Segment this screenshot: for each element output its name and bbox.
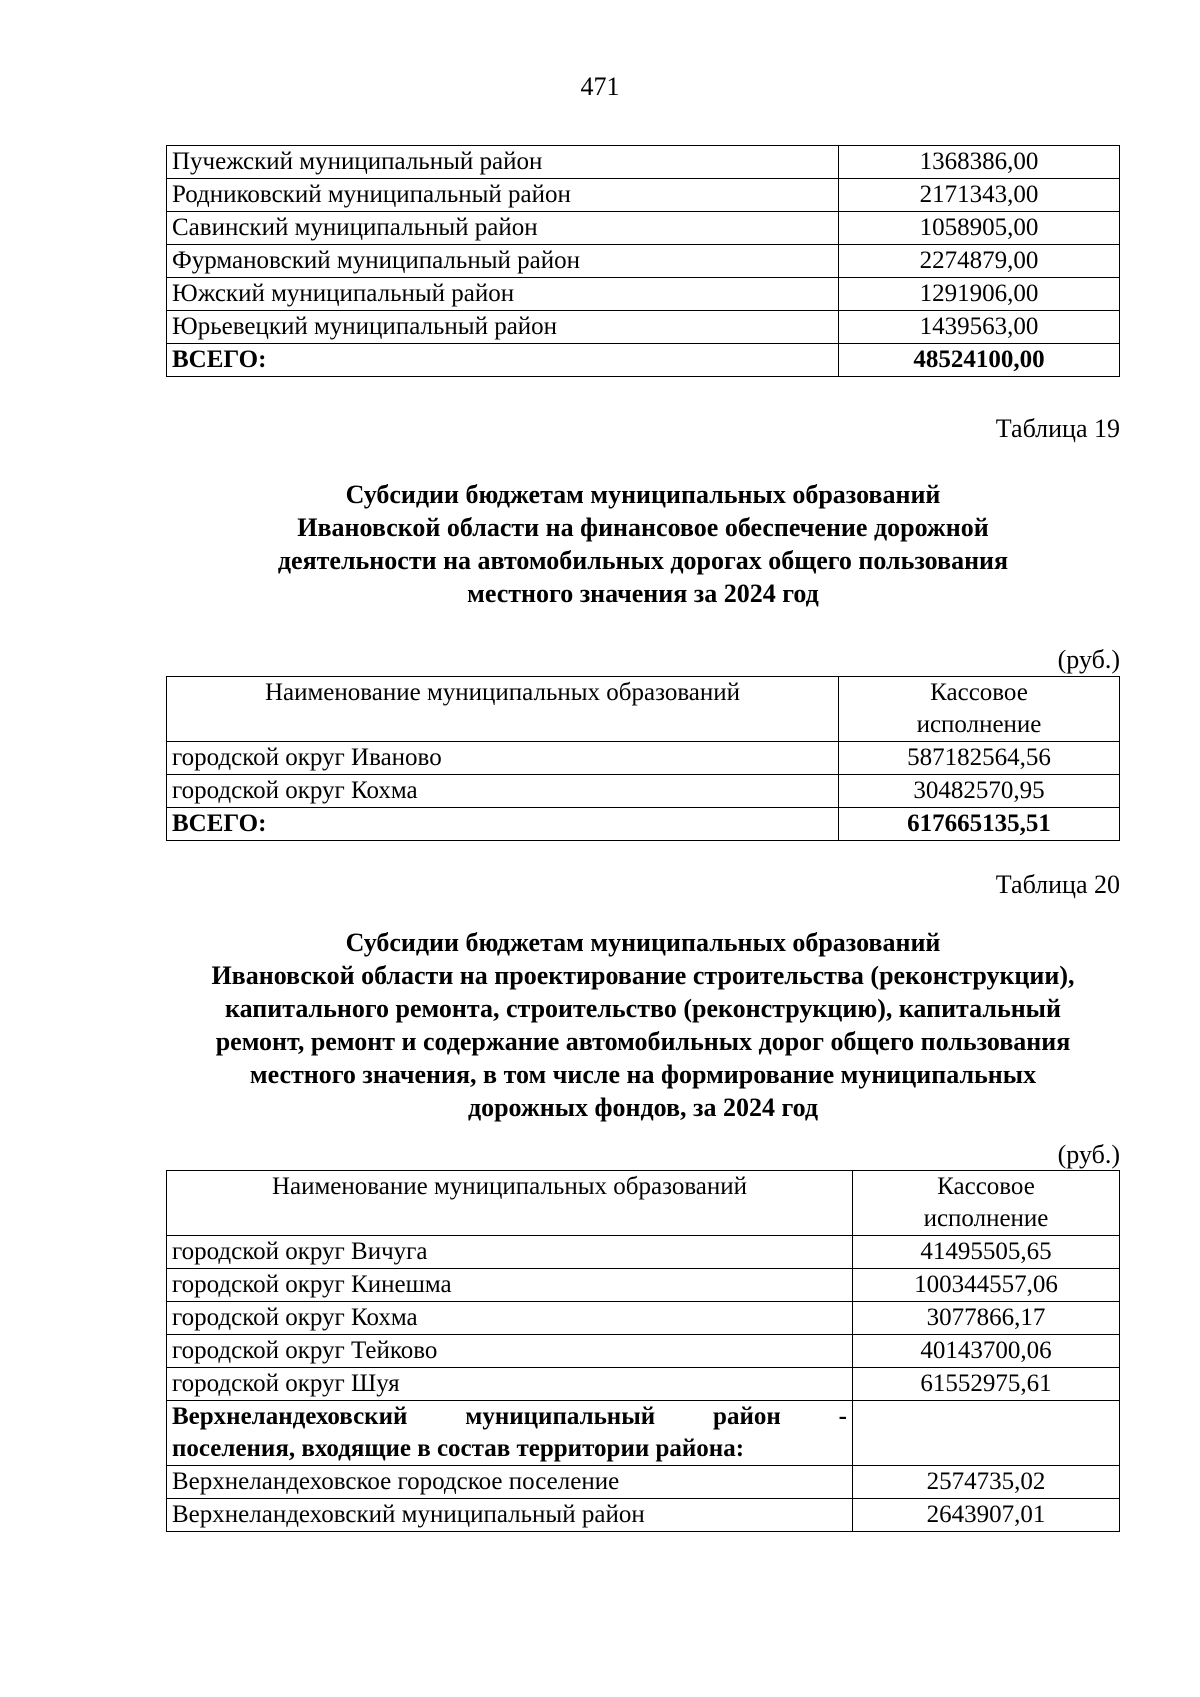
title-line: ремонт, ремонт и содержание автомобильных дорог общего пользования (215, 1027, 1071, 1056)
total-row (167, 808, 1120, 841)
table-row (167, 1269, 1120, 1302)
table-row (167, 212, 1120, 245)
row-value: 587182564,56 (839, 742, 1120, 775)
table-row (167, 1499, 1120, 1532)
title-line: дорожных фондов, за 2024 год (467, 1093, 819, 1122)
total-value: 617665135,51 (839, 808, 1120, 841)
row-value: 2574735,02 (853, 1466, 1120, 1499)
header-value-line1: Кассовое (937, 1173, 1035, 1200)
group-heading (167, 1401, 853, 1466)
row-value: 3077866,17 (853, 1302, 1120, 1335)
table-20-unit: (руб.) (1057, 1140, 1120, 1169)
row-name: городской округ Шуя (167, 1368, 853, 1401)
row-name: Фурмановский муниципальный район (167, 245, 839, 278)
table-row (167, 1335, 1120, 1368)
title-line: деятельности на автомобильных дорогах общего пользования (277, 546, 1009, 575)
table-row (167, 146, 1120, 179)
table-row (167, 742, 1120, 775)
title-line: Ивановской области на проектирование строительства (реконструкции), (211, 961, 1075, 990)
table-20 (166, 1170, 1120, 1532)
table-18-continuation (166, 145, 1120, 377)
row-name: Верхнеландеховский муниципальный район (167, 1499, 853, 1532)
title-line: Субсидии бюджетам муниципальных образований (345, 480, 941, 509)
row-name: городской округ Кинешма (167, 1269, 853, 1302)
page-number: 471 (580, 72, 620, 101)
header-value (853, 1171, 1120, 1236)
row-name: городской округ Иваново (167, 742, 839, 775)
table-20-title (166, 926, 1120, 1124)
table-row (167, 179, 1120, 212)
total-label: ВСЕГО: (167, 808, 839, 841)
group-heading-line1: Верхнеландеховский муниципальный район - (172, 1403, 847, 1430)
title-line: Субсидии бюджетам муниципальных образований (345, 928, 941, 957)
table-row (167, 1368, 1120, 1401)
table-row (167, 1466, 1120, 1499)
row-name: Юрьевецкий муниципальный район (167, 311, 839, 344)
row-value: 2274879,00 (839, 245, 1120, 278)
row-value: 30482570,95 (839, 775, 1120, 808)
title-line: Ивановской области на финансовое обеспечение дорожной (297, 513, 989, 542)
row-name: городской округ Кохма (167, 1302, 853, 1335)
table-row (167, 775, 1120, 808)
row-value: 40143700,06 (853, 1335, 1120, 1368)
row-name: городской округ Кохма (167, 775, 839, 808)
table-header-row (167, 677, 1120, 742)
row-value: 2643907,01 (853, 1499, 1120, 1532)
row-name: городской округ Вичуга (167, 1236, 853, 1269)
table-row (167, 278, 1120, 311)
row-name: Савинский муниципальный район (167, 212, 839, 245)
row-value: 41495505,65 (853, 1236, 1120, 1269)
row-value: 100344557,06 (853, 1269, 1120, 1302)
table-header-row (167, 1171, 1120, 1236)
header-value-line1: Кассовое (930, 679, 1028, 706)
title-line: капитального ремонта, строительство (реконструкцию), капитальный (225, 994, 1061, 1023)
table-row (167, 311, 1120, 344)
header-name: Наименование муниципальных образований (167, 677, 839, 742)
row-name: Родниковский муниципальный район (167, 179, 839, 212)
row-value: 61552975,61 (853, 1368, 1120, 1401)
row-name: Пучежский муниципальный район (167, 146, 839, 179)
row-name: Верхнеландеховское городское поселение (167, 1466, 853, 1499)
row-value: 1439563,00 (839, 311, 1120, 344)
total-label: ВСЕГО: (167, 344, 839, 377)
total-row (167, 344, 1120, 377)
table-20-label: Таблица 20 (995, 870, 1120, 899)
row-name: Южский муниципальный район (167, 278, 839, 311)
table-19-unit: (руб.) (1057, 645, 1120, 674)
table-row (167, 1302, 1120, 1335)
header-value-line2: исполнение (916, 711, 1042, 738)
table-19-title (166, 478, 1120, 610)
row-name: городской округ Тейково (167, 1335, 853, 1368)
title-line: местного значения за 2024 год (467, 579, 819, 608)
table-row (167, 245, 1120, 278)
total-value: 48524100,00 (839, 344, 1120, 377)
group-heading-row (167, 1401, 1120, 1466)
group-heading-value (853, 1401, 1120, 1466)
header-name: Наименование муниципальных образований (167, 1171, 853, 1236)
header-value-line2: исполнение (923, 1205, 1049, 1232)
table-19 (166, 676, 1120, 841)
row-value: 1368386,00 (839, 146, 1120, 179)
table-19-label: Таблица 19 (995, 414, 1120, 443)
header-value (839, 677, 1120, 742)
title-line: местного значения, в том числе на формирование муниципальных (249, 1060, 1037, 1089)
group-heading-line2: поселения, входящие в состав территории района: (172, 1435, 745, 1462)
row-value: 1058905,00 (839, 212, 1120, 245)
row-value: 2171343,00 (839, 179, 1120, 212)
row-value: 1291906,00 (839, 278, 1120, 311)
table-row (167, 1236, 1120, 1269)
